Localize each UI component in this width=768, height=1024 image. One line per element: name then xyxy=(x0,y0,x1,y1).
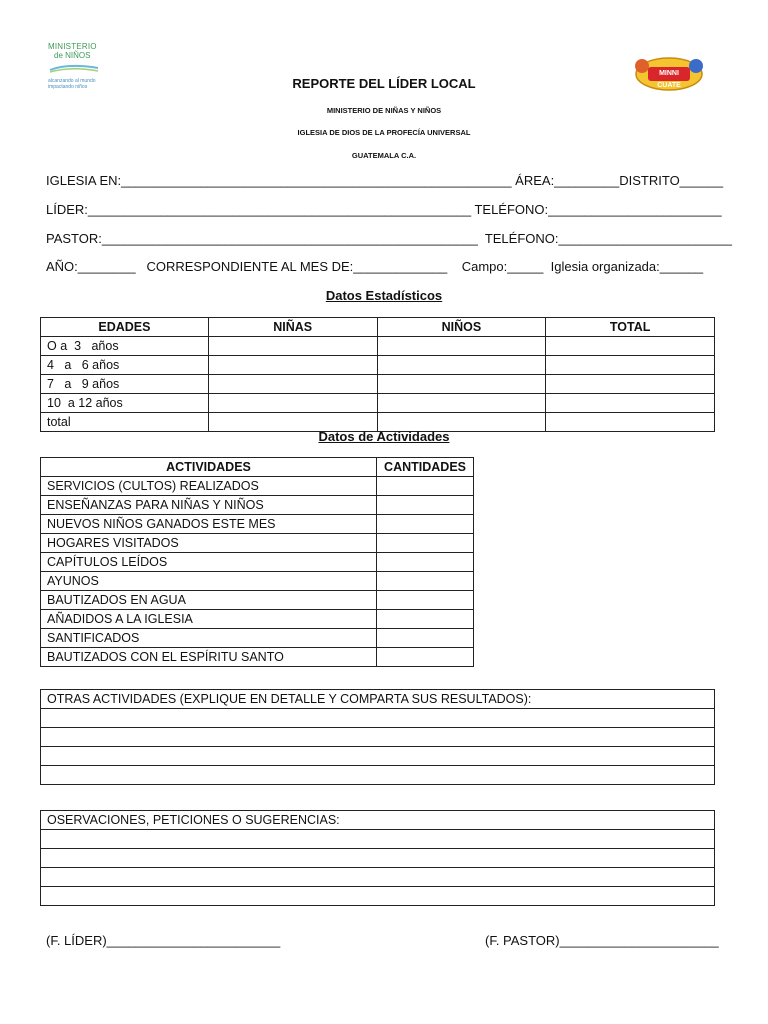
stats-header-row xyxy=(41,318,715,337)
cell-cantidad[interactable] xyxy=(377,648,474,667)
stats-section-title: Datos Estadísticos xyxy=(325,288,443,303)
activity-label: ENSEÑANZAS PARA NIÑAS Y NIÑOS xyxy=(41,496,377,515)
header-ninos: NIÑOS xyxy=(377,318,546,337)
swoosh-icon xyxy=(48,63,100,73)
table-row xyxy=(41,375,715,394)
activities-table xyxy=(40,457,474,667)
otras-line[interactable] xyxy=(41,728,715,747)
cell-ninos[interactable] xyxy=(377,337,546,356)
cell-total[interactable] xyxy=(546,337,715,356)
observaciones-line[interactable] xyxy=(41,849,715,868)
cell-cantidad[interactable] xyxy=(377,629,474,648)
age-label: 4 a 6 años xyxy=(41,356,209,375)
header-total: TOTAL xyxy=(546,318,715,337)
activity-label: SANTIFICADOS xyxy=(41,629,377,648)
logo-left-line3: alcanzando al mundo xyxy=(48,78,96,84)
header-edades: EDADES xyxy=(41,318,209,337)
observaciones-line[interactable] xyxy=(41,830,715,849)
subtitle-pais: GUATEMALA C.A. xyxy=(351,151,417,160)
cell-ninos[interactable] xyxy=(377,356,546,375)
otras-actividades-header: OTRAS ACTIVIDADES (EXPLIQUE EN DETALLE Y COMPARTA SUS RESULTADOS): xyxy=(41,690,715,709)
cell-total[interactable] xyxy=(546,375,715,394)
otras-line[interactable] xyxy=(41,747,715,766)
activity-label: AÑADIDOS A LA IGLESIA xyxy=(41,610,377,629)
subtitle-iglesia: IGLESIA DE DIOS DE LA PROFECÍA UNIVERSAL xyxy=(297,128,471,137)
subtitle-ministerio: MINISTERIO DE NIÑAS Y NIÑOS xyxy=(326,106,442,115)
cell-total[interactable] xyxy=(546,356,715,375)
table-row xyxy=(41,356,715,375)
observaciones-line[interactable] xyxy=(41,887,715,906)
logo-left-line2: de NIÑOS xyxy=(54,51,91,60)
signature-pastor[interactable]: (F. PASTOR)______________________ xyxy=(485,933,719,948)
table-row xyxy=(41,591,474,610)
observaciones-line[interactable] xyxy=(41,868,715,887)
cell-cantidad[interactable] xyxy=(377,534,474,553)
field-ano-mes-campo[interactable]: AÑO:________ CORRESPONDIENTE AL MES DE:_____________ Campo:_____ Iglesia organizada:______ xyxy=(46,259,704,274)
otras-line[interactable] xyxy=(41,766,715,785)
table-row xyxy=(41,394,715,413)
cell-ninas[interactable] xyxy=(208,337,377,356)
table-row xyxy=(41,496,474,515)
table-row xyxy=(41,572,474,591)
stats-table xyxy=(40,317,715,432)
cell-cantidad[interactable] xyxy=(377,591,474,610)
logo-left-line4: impactando niños xyxy=(48,84,88,90)
field-lider-telefono[interactable]: LÍDER:_____________________________________________________ TELÉFONO:________________________ xyxy=(46,202,722,217)
observaciones-header: OSERVACIONES, PETICIONES O SUGERENCIAS: xyxy=(41,811,715,830)
cell-cantidad[interactable] xyxy=(377,496,474,515)
observaciones-table xyxy=(40,810,715,906)
otras-line[interactable] xyxy=(41,709,715,728)
cell-cantidad[interactable] xyxy=(377,610,474,629)
activities-header-row xyxy=(41,458,474,477)
activity-label: BAUTIZADOS CON EL ESPÍRITU SANTO xyxy=(41,648,377,667)
header-ninas: NIÑAS xyxy=(208,318,377,337)
cell-ninos[interactable] xyxy=(377,394,546,413)
header-actividades: ACTIVIDADES xyxy=(41,458,377,477)
table-row xyxy=(41,534,474,553)
cell-ninas[interactable] xyxy=(208,375,377,394)
age-label: O a 3 años xyxy=(41,337,209,356)
age-label: 7 a 9 años xyxy=(41,375,209,394)
field-pastor-telefono[interactable]: PASTOR:____________________________________________________ TELÉFONO:________________________ xyxy=(46,231,733,246)
cell-cantidad[interactable] xyxy=(377,572,474,591)
activity-label: HOGARES VISITADOS xyxy=(41,534,377,553)
activity-label: CAPÍTULOS LEÍDOS xyxy=(41,553,377,572)
table-row xyxy=(41,610,474,629)
activity-label: BAUTIZADOS EN AGUA xyxy=(41,591,377,610)
table-row xyxy=(41,337,715,356)
table-row xyxy=(41,553,474,572)
cell-ninas[interactable] xyxy=(208,356,377,375)
table-row xyxy=(41,629,474,648)
field-iglesia-area-distrito[interactable]: IGLESIA EN:______________________________________________________ ÁREA:_________DISTRITO______ xyxy=(46,173,724,188)
table-row xyxy=(41,515,474,534)
table-row xyxy=(41,648,474,667)
cell-total[interactable] xyxy=(546,394,715,413)
page-title: REPORTE DEL LÍDER LOCAL xyxy=(292,76,476,91)
cell-ninos[interactable] xyxy=(377,375,546,394)
header-cantidades: CANTIDADES xyxy=(377,458,474,477)
logo-left-line1: MINISTERIO xyxy=(48,42,97,51)
otras-actividades-table xyxy=(40,689,715,785)
minni-cuate-text: MINNI CUATE xyxy=(657,70,681,89)
cell-cantidad[interactable] xyxy=(377,515,474,534)
activity-label: AYUNOS xyxy=(41,572,377,591)
cell-cantidad[interactable] xyxy=(377,553,474,572)
activity-label: NUEVOS NIÑOS GANADOS ESTE MES xyxy=(41,515,377,534)
table-row xyxy=(41,477,474,496)
cell-ninas[interactable] xyxy=(208,394,377,413)
signature-lider[interactable]: (F. LÍDER)________________________ xyxy=(46,933,281,948)
age-label: total xyxy=(41,413,209,432)
cell-cantidad[interactable] xyxy=(377,477,474,496)
activities-section-title: Datos de Actividades xyxy=(318,429,450,444)
age-label: 10 a 12 años xyxy=(41,394,209,413)
activity-label: SERVICIOS (CULTOS) REALIZADOS xyxy=(41,477,377,496)
